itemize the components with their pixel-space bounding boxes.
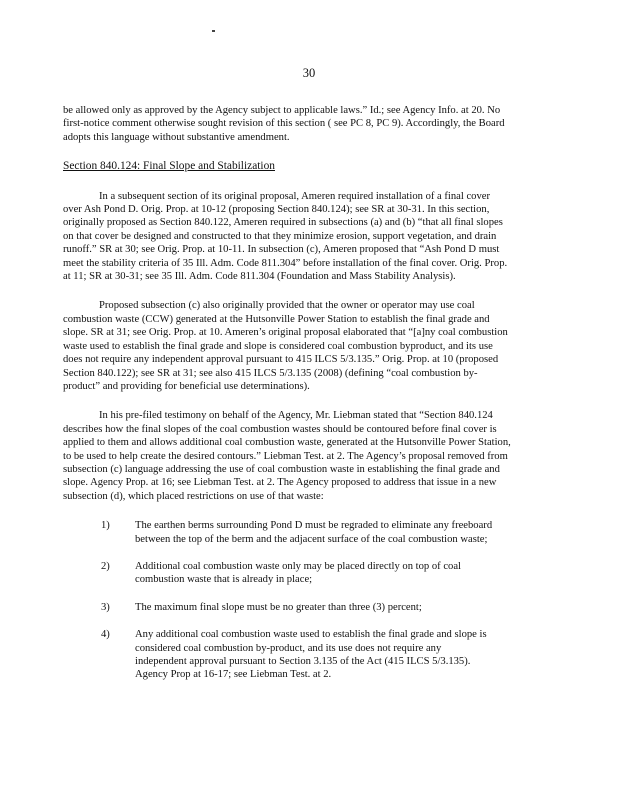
list-item-number: 3) (101, 601, 110, 613)
list-item-text: The maximum final slope must be no greater than three (3) percent; (135, 601, 422, 613)
list-item-number: 2) (101, 560, 110, 572)
restrictions-list (63, 519, 511, 682)
list-item (63, 519, 495, 546)
list-item-text: Any additional coal combustion waste used to establish the final grade and slope is considered coal combustion by-product, and its use does not require any independent approval pursuant to Section 3.135 of the Act (415 ILCS 5/3.135). Agency Prop at 16-17; see Liebman Test. at 2. (135, 629, 487, 681)
list-item (63, 628, 495, 682)
section-paragraph-2: Proposed subsection (c) also originally provided that the owner or operator may use coal combustion waste (CCW) generated at the Hutsonville Power Station to establish the final grade and slope. SR at 31; see Orig. Prop. at 10. Ameren’s original proposal elaborated that “[a]ny coal combustion waste used to establish the final grade and slope is considered coal combustion byproduct, and its use does not require any independent approval pursuant to 415 ILCS 5/3.135.” Orig. Prop. at 10 (proposed Section 840.122); see SR at 31; see also 415 ILCS 5/3.135 (2008) (defining “coal combustion by-product” and providing for beneficial use determinations). (63, 300, 508, 392)
list-item-text: The earthen berms surrounding Pond D must be regraded to eliminate any freeboard between the top of the berm and the adjacent surface of the coal combustion waste; (135, 520, 493, 545)
list-item-text: Additional coal combustion waste only may be placed directly on top of coal combustion waste that is already in place; (135, 560, 461, 586)
list-item (63, 601, 495, 614)
scan-artifact (212, 30, 215, 32)
section-paragraph-3: In his pre-filed testimony on behalf of the Agency, Mr. Liebman stated that “Section 840.124 describes how the final slopes of the coal combustion wastes should be contoured before final cover is applied to them and allows additional coal combustion waste, generated at the Hutsonville Power Station, to be used to help create the desired contours.” Liebman Test. at 2. The Agency’s proposal removed from subsection (c) language addressing the use of coal combustion waste in establishing the final grade and slope. Agency Prop. at 16; see Liebman Test. at 2. The Agency proposed to address that issue in a new subsection (d), which placed restrictions on use of that waste: (63, 410, 511, 502)
list-item-number: 4) (101, 629, 110, 641)
continuation-paragraph: be allowed only as approved by the Agency subject to applicable laws.” Id.; see Agency Info. at 20. No first-notice comment otherwise sought revision of this section ( see PC 8, PC 9). Accordingly, the Board adopts this language without substantive amendment. (63, 105, 505, 143)
list-item-number: 1) (101, 520, 110, 532)
list-item (63, 560, 495, 587)
section-heading: Section 840.124: Final Slope and Stabilization (63, 160, 275, 173)
page-number: 30 (302, 66, 316, 80)
section-paragraph-1: In a subsequent section of its original proposal, Ameren required installation of a final cover over Ash Pond D. Orig. Prop. at 10-12 (proposing Section 840.124); see SR at 30-31. In this section, originally proposed as Section 840.122, Ameren required in subsections (a) and (b) “that all final slopes on that cover be designed and constructed to that they minimize erosion, support vegetation, and drain runoff.” SR at 30; see Orig. Prop. at 10-11. In subsection (c), Ameren proposed that “Ash Pond D must meet the stability criteria of 35 Ill. Adm. Code 811.304” before installation of the final cover. Orig. Prop. at 11; SR at 30-31; see 35 Ill. Adm. Code 811.304 (Foundation and Mass Stability Analysis). (63, 190, 508, 283)
document-body (63, 104, 511, 696)
